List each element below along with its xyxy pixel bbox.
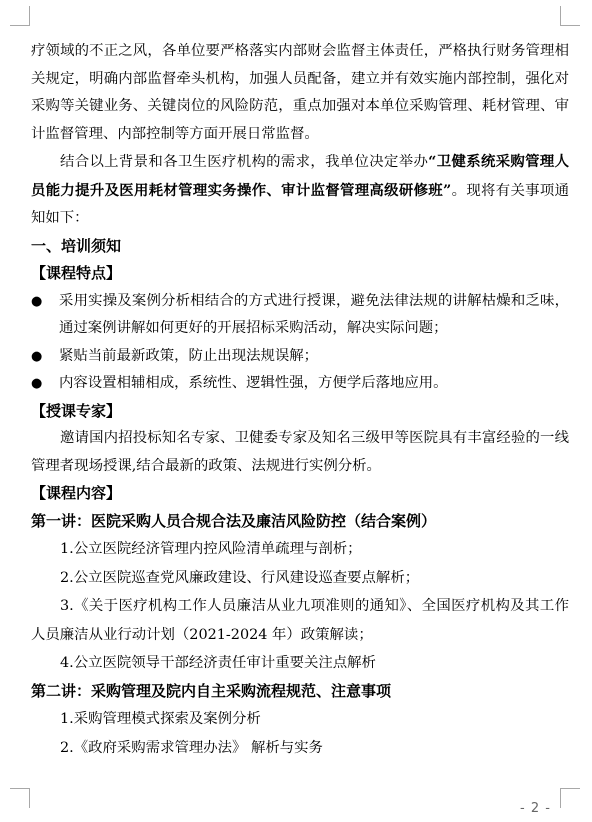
- paragraph-experts: 邀请国内招投标知名专家、卫健委专家及知名三级甲等医院具有丰富经验的一线管理者现场授课,结合最新的政策、法规进行实例分析。: [31, 430, 569, 474]
- feature-text: 采用实操及案例分析相结合的方式进行授课，避免法律法规的讲解枯燥和乏味，通过案例讲解如何更好的开展招标采购活动，解决实际问题；: [59, 292, 569, 336]
- feature-text: 内容设置相辅相成，系统性、逻辑性强，方便学后落地应用。: [59, 375, 448, 391]
- bullet-icon: ●: [31, 293, 43, 309]
- paragraph-supervision: 疗领域的不正之风，各单位要严格落实内部财会监督主体责任，严格执行财务管理相关规定，明确内部监督牵头机构，加强人员配备，建立并有效实施内部控制，强化对采购等关键业务、关键岗位的风险防范，重点加强对本单位采购管理、耗材管理、审计监督管理、内部控制等方面开展日常监督。: [31, 43, 569, 142]
- training-course-title: “卫健系统采购管理人员能力提升及医用耗材管理实务操作、审计监督管理高级研修班”: [31, 153, 569, 199]
- paragraph-announcement: [31, 148, 569, 233]
- crop-mark-bottom-left: [10, 788, 30, 808]
- section-heading-training-notice: 一、培训须知: [31, 236, 122, 255]
- bullet-icon: ●: [31, 348, 43, 364]
- lecture-1-title: 第一讲：医院采购人员合规合法及廉洁风险防控（结合案例）: [31, 511, 437, 530]
- lecture-1-item: 1.公立医院经济管理内控风险清单疏理与剖析；: [60, 541, 362, 557]
- announcement-text-before: 结合以上背景和各卫生医疗机构的需求，我单位决定举办: [60, 154, 429, 170]
- list-item: [31, 288, 569, 343]
- bullet-icon: ●: [31, 376, 43, 391]
- crop-mark-top-right: [560, 6, 580, 26]
- page-number: - 2 -: [520, 801, 551, 816]
- feature-text: 紧贴当前最新政策，防止出现法规误解；: [59, 347, 319, 364]
- heading-course-features: 【课程特点】: [31, 264, 122, 282]
- lecture-1-item: 4.公立医院领导干部经济责任审计重要关注点解析: [60, 655, 376, 671]
- heading-course-content: 【课程内容】: [31, 484, 122, 502]
- document-body: [31, 38, 569, 762]
- list-item: [31, 343, 569, 371]
- list-item: [31, 370, 569, 398]
- announcement-text-after: 。现将有关事项通知如下：: [31, 182, 569, 226]
- lecture-2-title: 第二讲：采购管理及院内自主采购流程规范、注意事项: [31, 681, 392, 700]
- crop-mark-top-left: [10, 6, 30, 26]
- crop-mark-bottom-right: [560, 788, 580, 808]
- lecture-1-item: 2.公立医院巡查党风廉政建设、行风建设巡查要点解析；: [60, 569, 420, 586]
- lecture-1-item: 3.《关于医疗机构工作人员廉洁从业九项准则的通知》、全国医疗机构及其工作人员廉洁从业行动计划（2021-2024 年）政策解读；: [31, 598, 569, 643]
- lecture-2-item: 1.采购管理模式探索及案例分析: [60, 711, 261, 727]
- heading-experts: 【授课专家】: [31, 401, 122, 420]
- lecture-2-item: 2.《政府采购需求管理办法》 解析与实务: [60, 739, 323, 756]
